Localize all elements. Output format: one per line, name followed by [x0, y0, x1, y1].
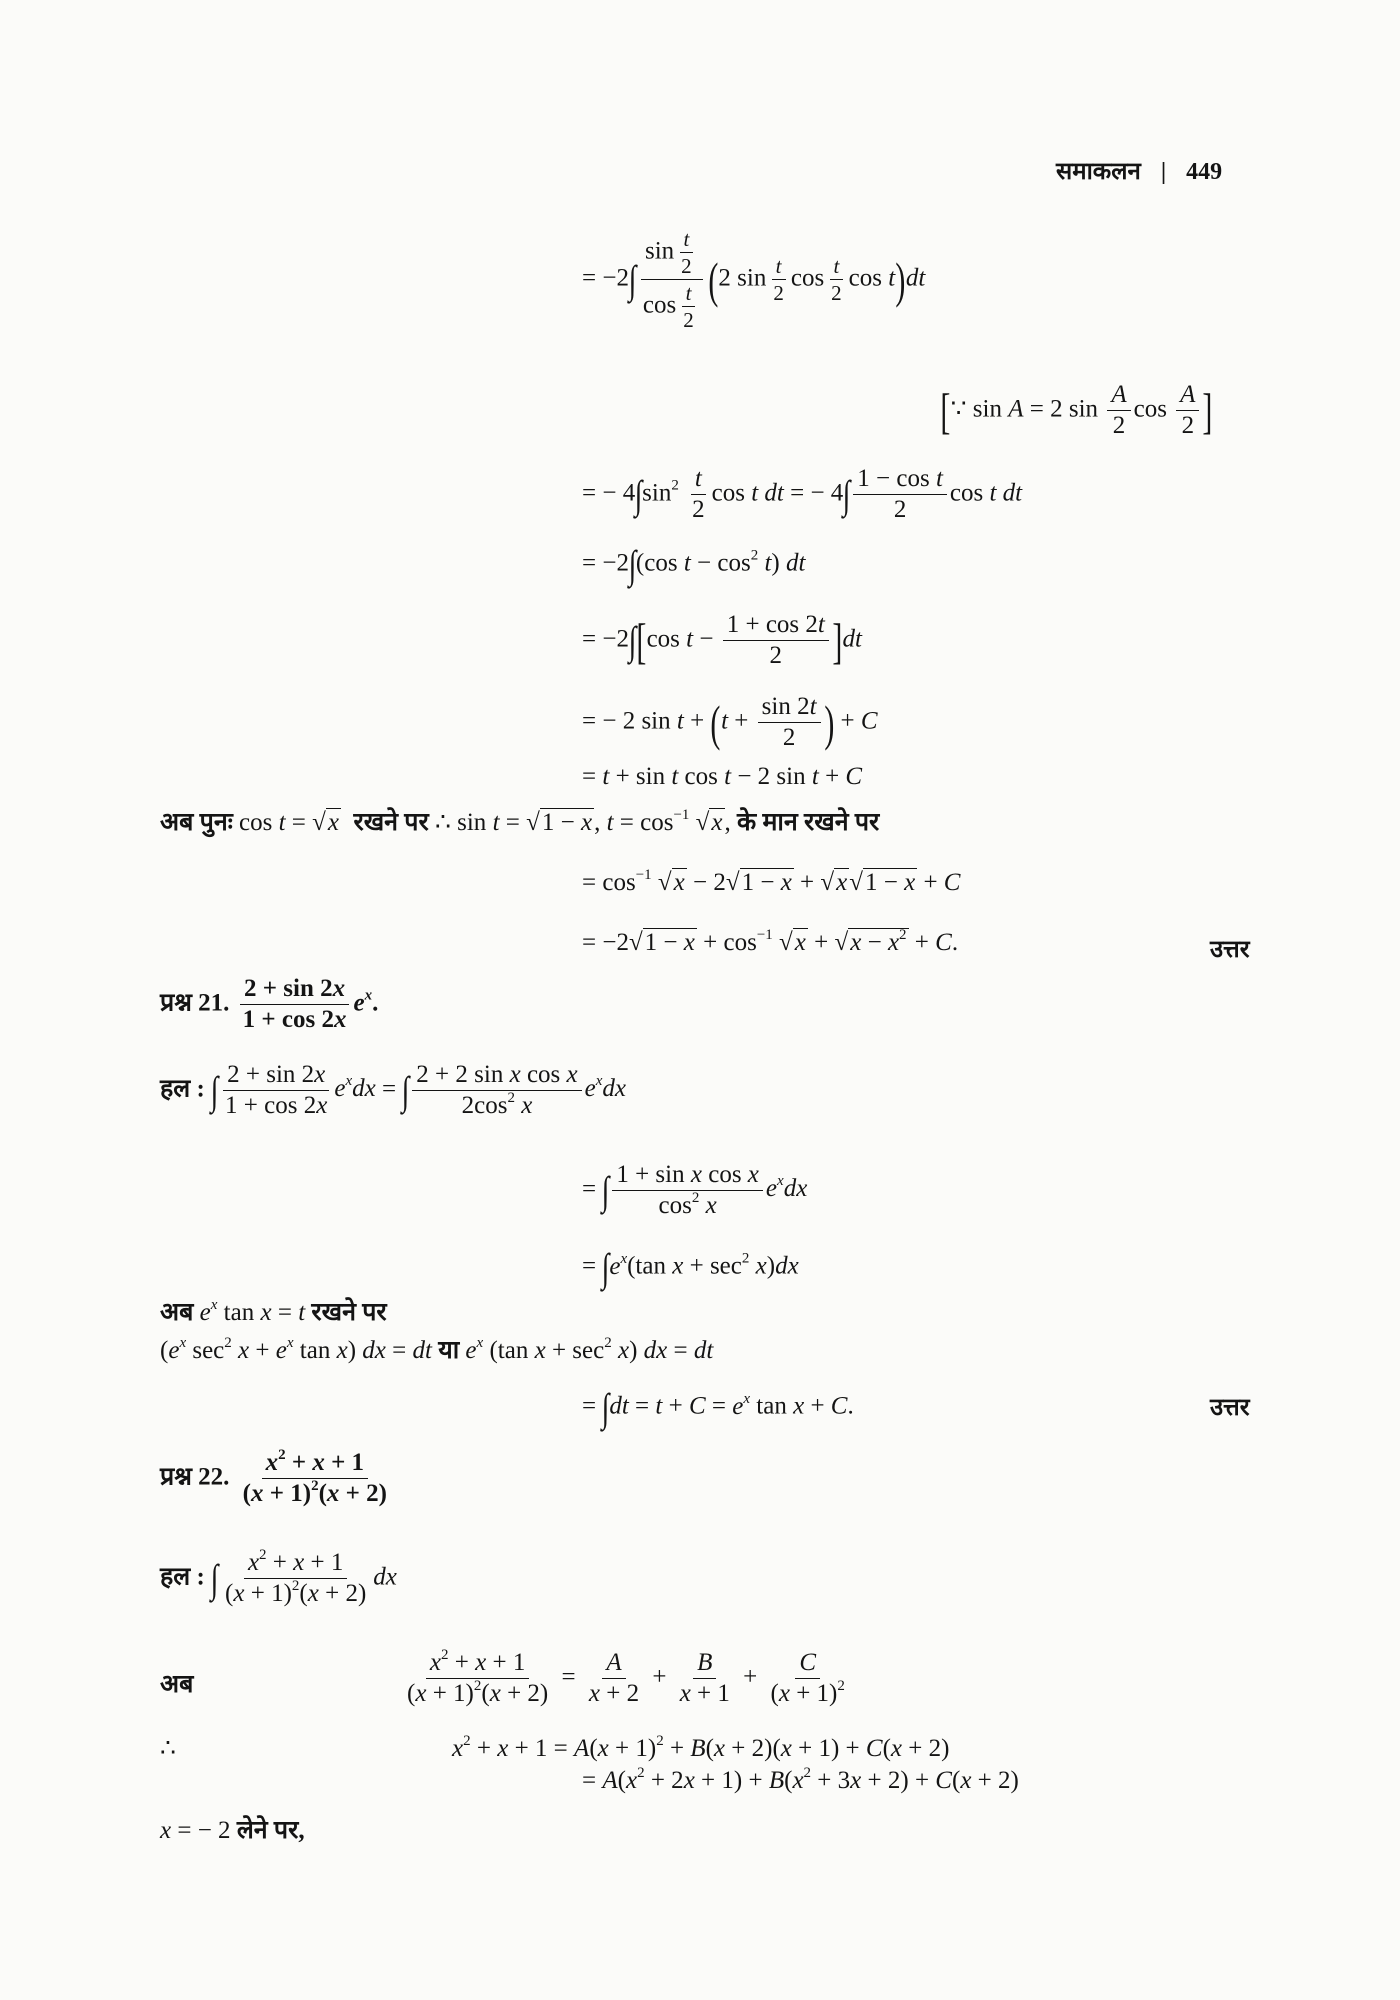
chapter-title: समाकलन [1056, 159, 1141, 185]
page-header [1056, 160, 1222, 184]
equation-line-1: = −2∫ sin $\frac{t}{2}$ cos $\frac{t}{2}$ (2 sin $\frac{t}{2}$ cos $\frac{t}{2}$ cos t)dt [582, 227, 926, 333]
q21-result: = $\int dt = t + C = e^x$ tan x + C. [582, 1385, 854, 1430]
equation-line-4: = −2∫[cos t − $\frac{1 + \cos 2t}{2}$ ]dt [582, 611, 862, 670]
therefore-symbol: ∴ [160, 1735, 176, 1762]
q21-substitution: अब $e^x$ tan x = t रखने पर [160, 1297, 387, 1326]
question-22-label: प्रश्न 22. [160, 1463, 230, 1491]
q21-solution-line-3: = $\int e^x(\tan$ $x + \sec^2 x)dx$ [582, 1245, 799, 1290]
question-21-label: प्रश्न 21. [160, 989, 230, 1017]
identity-hint: [∵ sin A = 2 sin $\frac{A}{2}$ cos $\frac{A}{2}$ ] [940, 381, 1213, 440]
q21-solution-label: हल : [160, 1075, 205, 1103]
q22-solution-line-1: हल : ∫ $\frac{x^2 + x + 1}{(x + 1)^2(x + 2)}$ dx [160, 1547, 397, 1608]
equation-line-8: = $-2√1 - x + \cos^{-1} √x + √x - x^2 + C$. [582, 927, 959, 956]
equation-line-3: = −2∫(cos $t - \cos^2 t$) dt [582, 542, 806, 587]
q22-last-line: x = − 2 लेने पर, [160, 1817, 305, 1844]
equation-line-5: = − 2 sin t + (t + $\frac{\sin 2t}{2}$ ) + C [582, 693, 878, 752]
q21-differential: ($e^x$ $\sec^2 x + e^x$ tan x) dx = dt या $e^x$ (tan $x + \sec^2 x$) dx = dt [160, 1335, 714, 1364]
question-21: प्रश्न 21. $\frac{2 + \sin 2x}{1 + \cos 2x}$ $e^x$. [160, 975, 379, 1034]
equation-line-2: = − $4\int\sin^2$ $\frac{t}{2}$ cos t dt = − 4∫ $\frac{\text{1 − cos t}}{2}$ cos t dt [582, 465, 1023, 524]
answer-mark-1: उत्तर [1210, 937, 1250, 963]
equation-line-7: = $\cos^{-1} √x - 2√1 - x + √x√1 - x + C$ [582, 867, 961, 896]
q21-solution-line-1: हल : ∫ $\frac{2 + \sin 2x}{1 + \cos 2x}$ $e^xdx$ = ∫ $\frac{\text{2 + 2 sin x cos x}}{2\cos^2 x}$ $e^xdx$ [160, 1061, 627, 1120]
answer-mark-2: उत्तर [1210, 1395, 1250, 1421]
q22-partial-fractions: $\frac{x^2 + x + 1}{(x + 1)^2(x + 2)}$ = $\frac{A}{x + 2}$ + $\frac{B}{x + 1}$ + $\frac{C}{(x + 1)^2}$ [407, 1647, 845, 1708]
question-22: प्रश्न 22. $\frac{x^2 + x + 1}{(x + 1)^2(x + 2)}$ [160, 1447, 387, 1508]
q22-expansion-1: $x^2 + x + 1 = A(x + 1)^2 + B(x + 2)(x + 1) + C(x + 2)$ [452, 1733, 950, 1762]
header-separator: | [1160, 159, 1167, 185]
page-number: 449 [1186, 159, 1223, 185]
q22-solution-label: हल : [160, 1563, 205, 1591]
equation-line-6: = t + sin t cos t − 2 sin t + C [582, 763, 863, 790]
q21-solution-line-2: = ∫ $\frac{\text{1 + sin x cos x}}{\cos^2 x}$ $e^xdx$ [582, 1161, 808, 1220]
q22-expansion-2: = $A(x^2 + 2x + 1) + B(x^2 + 3x + 2) + C(x + 2)$ [582, 1765, 1019, 1794]
q22-ab-label: अब [160, 1671, 194, 1698]
substitution-text: अब पुनः cos t = √x रखने पर ∴ sin t = √1 − x, $t = \cos^{-1} √x$, के मान रखने पर [160, 807, 880, 836]
